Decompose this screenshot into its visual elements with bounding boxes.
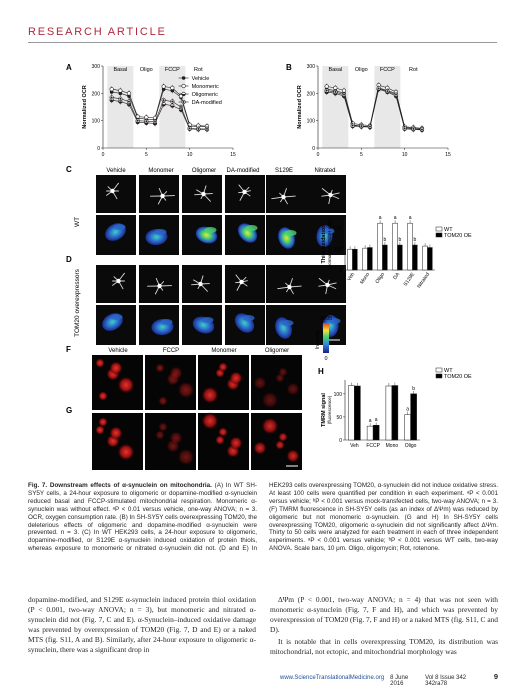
bar [428, 248, 433, 270]
panel-label-f: F [66, 345, 71, 354]
legend-label: WT [444, 368, 453, 374]
mitochondria-signal [198, 282, 202, 286]
tmrm-signal [229, 436, 243, 450]
significance-label: a [406, 406, 410, 413]
mitochondria-signal [325, 283, 329, 287]
chart-a [82, 64, 236, 158]
data-point [162, 85, 166, 89]
data-point [182, 84, 186, 88]
row-label-oe-tom20: TOM20 [87, 273, 93, 291]
panel-label-c: C [66, 165, 72, 174]
figure-caption [28, 482, 498, 553]
footer-date: 8 June 2016 [390, 675, 409, 687]
tmrm-signal [98, 417, 108, 427]
x-tick-label: Veh [350, 443, 359, 449]
bar [408, 223, 413, 270]
col-label-f-fccp: FCCP [162, 348, 180, 354]
legend-swatch [436, 374, 442, 378]
x-tick-label: 15 [445, 152, 451, 158]
bar [398, 245, 403, 270]
legend-label: Vehicle [191, 76, 210, 82]
x-tick-label: Oligo [404, 443, 417, 449]
significance-label: a [408, 215, 412, 222]
bar [423, 246, 428, 270]
micrograph-tile [96, 265, 136, 303]
mitochondria-signal [328, 193, 332, 197]
section-header: RESEARCH ARTICLE [28, 26, 167, 38]
micrograph-grid-fg [82, 348, 302, 470]
phase-band [322, 66, 348, 148]
col-label-f-oligomer: Oligomer [264, 348, 290, 354]
significance-label: b [413, 237, 417, 244]
bar [373, 425, 379, 440]
y-tick-label: 300 [306, 64, 315, 70]
phase-label: FCCP [164, 67, 180, 73]
cell-ratio-signal [202, 317, 214, 323]
y-tick-label: 0 [312, 146, 315, 152]
bar [354, 386, 360, 440]
x-tick-label: Nitrated [416, 271, 432, 290]
cell-ratio-signal [243, 315, 255, 321]
tmrm-signal [286, 382, 300, 396]
colorbar-min-label: 0 [324, 356, 328, 362]
tmrm-signal [177, 448, 195, 466]
significance-label: a [393, 215, 397, 222]
x-tick-label: 5 [144, 152, 148, 158]
bar [353, 249, 358, 270]
legend-label: WT [444, 227, 453, 233]
significance-label: b [412, 385, 416, 392]
tmrm-signal [109, 361, 123, 375]
phase-label: FCCP [379, 67, 395, 73]
legend-label: DA-modified [191, 100, 222, 106]
mitochondria-signal [157, 284, 161, 288]
y-tick-label: 300 [91, 64, 100, 70]
legend-swatch [436, 233, 442, 237]
chart-b [297, 64, 451, 158]
legend-swatch [436, 227, 442, 231]
y-axis-title: TMRM signal [321, 393, 327, 427]
bar [368, 248, 373, 270]
bar [411, 394, 417, 440]
bar [348, 249, 353, 270]
mitochondria-signal [116, 279, 120, 283]
col-label-f-vehicle: Vehicle [108, 348, 128, 354]
data-point [119, 89, 123, 93]
x-tick-label: Mono [359, 271, 372, 286]
y-axis-subtitle: (normalized SS/SH ratio) [327, 219, 332, 269]
data-point [171, 86, 175, 90]
phase-band [374, 66, 400, 148]
bar [386, 386, 392, 440]
significance-label: a [374, 417, 378, 424]
page-footer [280, 672, 498, 687]
mitochondria-signal [281, 195, 285, 199]
body-paragraph-2: ΔΨm (P < 0.001, two-way ANOVA; n = 4) that was not seen with monomeric α-synuclein (Fig. 7, F and H), and which was prevented by overexpression of TOM20 (Fig. 7, F and H) or a naked MTS (fig. S11, C and D). [270, 595, 498, 634]
caption-title: Fig. 7. Downstream effects of α-synuclein on mitochondria. [28, 482, 212, 489]
bar [393, 223, 398, 270]
tmrm-signal [109, 426, 123, 440]
y-tick-label: 100 [306, 118, 315, 125]
bar [348, 386, 354, 440]
y-axis-title: Normalized OCR [297, 85, 303, 129]
bar [383, 245, 388, 270]
x-tick-label: S129E [402, 271, 417, 288]
significance-label: b [398, 237, 402, 244]
tmrm-signal [158, 396, 168, 406]
chart-h [321, 368, 472, 449]
x-tick-label: 15 [230, 152, 236, 158]
tmrm-signal [169, 431, 183, 445]
body-paragraph-1: dopamine-modified, and S129E α-synuclein induced protein thiol oxidation (P < 0.001, two-way ANOVA; n = 3), but monomeric and nitrated α-synuclein did not (Fig. 7, C and E). α-Synuclein–induced oxidative damage was prevented by overexpression of TOM20 (Fig. 7, D and E) or a naked MTS (fig. S11, A and B). Similarly, after 24-hour exposure to oligomeric α-synuclein, there was a significant drop in [28, 595, 256, 654]
bar [363, 248, 368, 270]
panel-label-a: A [66, 63, 72, 72]
bar [392, 386, 398, 440]
cell-ratio-signal [205, 227, 217, 233]
row-label-oe-ratio: Ratio SS/SH [87, 309, 93, 339]
micrograph-tile [139, 175, 179, 213]
footer-volume: Vol 8 Issue 342 342ra78 [425, 675, 467, 687]
mitochondria-signal [239, 280, 243, 284]
tmrm-signal [278, 432, 288, 442]
tmrm-signal [158, 422, 168, 432]
col-label-nitrated: Nitrated [314, 168, 336, 174]
y-tick-label: 200 [306, 91, 315, 98]
data-point [182, 76, 186, 80]
bar [413, 245, 418, 270]
tmrm-signal [201, 386, 219, 404]
x-tick-label: 5 [359, 152, 363, 158]
x-tick-label: Oligo [374, 271, 387, 285]
col-label-vehicle: Vehicle [106, 168, 126, 174]
footer-url[interactable]: www.ScienceTranslationalMedicine.org [280, 675, 385, 681]
tmrm-signal [253, 441, 267, 455]
micrograph-tile [266, 175, 306, 213]
row-label-f-wt: WT [82, 377, 88, 387]
legend-label: TOM20 OE [444, 233, 472, 239]
tmrm-signal [201, 412, 219, 430]
y-tick-label: 200 [333, 226, 342, 233]
panel-label-d: D [66, 255, 72, 264]
y-tick-label: 100 [333, 391, 342, 398]
cell-ratio-signal [246, 225, 258, 231]
phase-band [107, 66, 133, 148]
y-tick-label: 200 [91, 91, 100, 98]
x-tick-label: 0 [101, 152, 105, 158]
phase-label: Basal [328, 67, 343, 73]
y-axis-title: Thiol oxidation [321, 224, 327, 264]
cell-ratio-signal [285, 230, 297, 236]
phase-label: Oligo [354, 67, 368, 73]
cell-ratio-signal [114, 224, 126, 230]
tmrm-signal [229, 371, 243, 385]
significance-label: a [378, 215, 382, 222]
row-label-wt-tom20: TOM20 [87, 185, 93, 203]
tmrm-signal [177, 381, 195, 399]
mitochondria-signal [287, 285, 291, 289]
legend-label: Oligomeric [191, 92, 218, 98]
y-tick-label: 0 [339, 268, 342, 274]
mitochondria-signal [110, 189, 114, 193]
tmrm-signal [95, 358, 105, 368]
body-text [28, 595, 498, 658]
tmrm-signal [169, 366, 183, 380]
x-tick-label: Mono [385, 443, 399, 449]
phase-label: Rot [409, 67, 418, 73]
col-label-f-monomer: Monomer [211, 348, 237, 354]
cell-ratio-signal [161, 319, 173, 325]
panel-label-g: G [66, 406, 73, 415]
body-paragraph-3: It is notable that in cells overexpressing TOM20, its distribution was mitochondrial, not ectopic, and mitochondrial morphology was [270, 637, 498, 656]
tmrm-signal [218, 362, 228, 372]
mitochondria-signal [160, 194, 164, 198]
col-label-monomer: Monomer [148, 168, 174, 174]
significance-label: b [383, 237, 387, 244]
y-tick-label: 0 [97, 146, 100, 152]
cell-ratio-signal [282, 320, 294, 326]
tmrm-signal [98, 391, 108, 401]
y-tick-label: 50 [336, 414, 342, 421]
significance-label: a [368, 418, 372, 425]
phase-label: Basal [113, 67, 128, 73]
legend-label: Monomeric [191, 84, 219, 90]
colorbar-title: Intensity [315, 330, 321, 350]
bar [405, 415, 411, 440]
legend-swatch [436, 368, 442, 372]
x-tick-label: 10 [186, 152, 193, 158]
group-label-oe: TOM20 overexpressors [74, 269, 81, 337]
col-label-oligomer: Oligomer [191, 168, 217, 174]
col-label-s129e: S129E [274, 168, 294, 174]
x-tick-label: DA [392, 271, 402, 281]
caption-text: (A) In WT SH-SY5Y cells, a 24-hour exposure to oligomeric or dopamine-modified α-synuclein reduced basal and FCCP-stimulated mitochondrial respiration. Monomeric α-synuclein was without effect. ᵃP < 0.01 versus vehicle, one-way ANOVA; n = 3. OCR, oxygen consumption rate. (B) In SH-SY5Y cells overexpressing TOM20, the deleterious effects of oligomeric and dopamine-modified α-synuclein were prevented. n = 3. (C) In WT HEK293 cells, a 24-hour exposure to oligomeric, dopamine-modified, or S129E α-synuclein induced oxidation of protein thiols, whereas exposure to monomeric or nitrated α-synuclein did not. (D and E) In HEK293 cells overexpressing TOM20, α-synuclein did not induce oxidative stress. At least 100 cells were quantified per condition in each experiment. ᵃP < 0.001 versus vehicle; ᵇP < 0.001 versus mock-transfected cells, two-way ANOVA; n = 3. (F) TMRM fluorescence in SH-SY5Y cells (as an index of ΔΨm) was reduced by oligomeric but not monomeric α-synuclein. (G and H) In SH-SY5Y cells overexpressing TOM20, oligomeric α-synuclein did not significantly affect ΔΨm. Thirty to 50 cells were analyzed for each treatment in each of three independent experiments. ᵃP < 0.001 versus vehicle; ᵇP < 0.001 versus WT cells, two-way ANOVA. Scale bars, 10 μm. Oligo, oligomycin; Rot, rotenone. [28, 482, 498, 553]
intensity-colorbar [323, 323, 329, 353]
micrograph-tile [306, 175, 346, 213]
micrograph-grid-cd [74, 168, 346, 362]
x-tick-label: 10 [401, 152, 408, 158]
phase-label: Oligo [139, 67, 153, 73]
tmrm-signal [286, 449, 300, 463]
tmrm-signal [261, 391, 279, 409]
tmrm-signal [117, 376, 135, 394]
footer-page-number: 9 [493, 672, 498, 681]
x-tick-label: 0 [316, 152, 320, 158]
panel-label-b: B [286, 63, 292, 72]
x-tick-label: FCCP [366, 443, 380, 449]
y-axis-subtitle: (fluorescence) [327, 395, 332, 425]
cell-ratio-signal [111, 314, 123, 320]
colorbar-max-label: 4095 [319, 316, 333, 322]
y-tick-label: 100 [333, 247, 342, 254]
legend-label: TOM20 OE [444, 374, 472, 380]
mitochondria-signal [242, 190, 246, 194]
tmrm-signal [253, 376, 267, 390]
group-label-wt: WT [74, 216, 81, 228]
data-point [127, 92, 131, 96]
tmrm-signal [278, 367, 288, 377]
micrograph-tile [96, 175, 136, 213]
tmrm-signal [117, 443, 135, 461]
col-label-da: DA-modified [226, 168, 260, 174]
y-tick-label: 100 [91, 118, 100, 125]
y-axis-title: Normalized OCR [82, 85, 88, 129]
cell-ratio-signal [155, 229, 167, 235]
x-tick-label: Veh [346, 271, 357, 283]
panel-label-h: H [318, 367, 324, 376]
mitochondria-signal [201, 192, 205, 196]
bar [367, 426, 373, 440]
tmrm-signal [155, 363, 165, 373]
tmrm-signal [261, 417, 279, 435]
y-tick-label: 0 [339, 438, 342, 444]
data-point [110, 87, 114, 91]
bar [378, 223, 383, 270]
row-label-g-oe: TOM20 OE [82, 426, 88, 454]
phase-label: Rot [194, 67, 203, 73]
tmrm-signal [218, 427, 228, 437]
row-label-wt-ratio: Ratio SS/SH [87, 222, 93, 252]
